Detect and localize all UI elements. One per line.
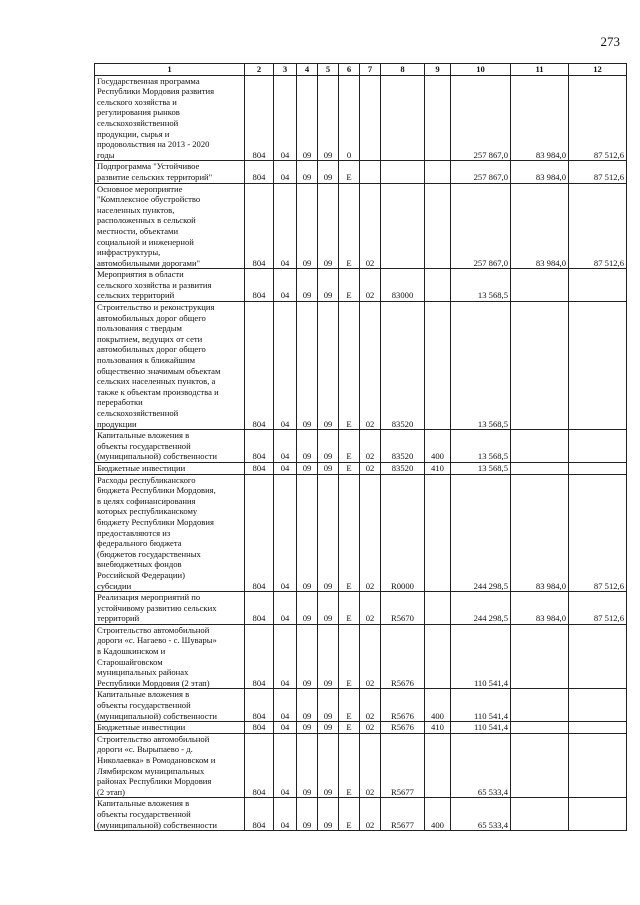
cell-amount-year1: 257 867,0 bbox=[451, 161, 511, 183]
table-row bbox=[95, 592, 627, 625]
cell-target-article bbox=[381, 161, 425, 183]
cell-amount-year2: 83 984,0 bbox=[511, 161, 569, 183]
cell-ministry-code: 804 bbox=[245, 592, 274, 625]
cell-program: 09 bbox=[318, 302, 339, 430]
cell-amount-year1: 244 298,5 bbox=[451, 592, 511, 625]
cell-amount-year2: 83 984,0 bbox=[511, 183, 569, 269]
cell-target-article: 83520 bbox=[381, 302, 425, 430]
cell-main-activity bbox=[360, 75, 381, 161]
cell-subprogram: Е bbox=[339, 462, 360, 474]
cell-amount-year3: 87 512,6 bbox=[569, 75, 627, 161]
cell-amount-year3 bbox=[569, 689, 627, 722]
cell-ministry-code: 804 bbox=[245, 161, 274, 183]
cell-amount-year1: 13 568,5 bbox=[451, 430, 511, 463]
cell-amount-year2 bbox=[511, 798, 569, 831]
cell-subsection: 09 bbox=[297, 722, 318, 734]
column-header-2: 2 bbox=[245, 64, 274, 76]
row-name: Реализация мероприятий по устойчивому развитию сельских территорий bbox=[95, 592, 245, 625]
cell-amount-year1: 65 533,4 bbox=[451, 798, 511, 831]
table-row bbox=[95, 302, 627, 430]
row-name: Государственная программа Республики Мордовия развития сельского хозяйства и регулирования рынков сельскохозяйственной продукции, сырья и продовольствия на 2013 - 2020 годы bbox=[95, 75, 245, 161]
column-header-8: 8 bbox=[381, 64, 425, 76]
cell-amount-year2 bbox=[511, 722, 569, 734]
cell-program: 09 bbox=[318, 183, 339, 269]
row-name: Бюджетные инвестиции bbox=[95, 462, 245, 474]
cell-main-activity: 02 bbox=[360, 624, 381, 689]
cell-ministry-code: 804 bbox=[245, 183, 274, 269]
cell-amount-year3 bbox=[569, 722, 627, 734]
cell-expense-type: 400 bbox=[425, 430, 451, 463]
cell-program: 09 bbox=[318, 430, 339, 463]
cell-ministry-code: 804 bbox=[245, 474, 274, 592]
cell-program: 09 bbox=[318, 462, 339, 474]
cell-section: 04 bbox=[274, 798, 297, 831]
table-row bbox=[95, 161, 627, 183]
cell-amount-year1: 13 568,5 bbox=[451, 462, 511, 474]
cell-subsection: 09 bbox=[297, 733, 318, 798]
cell-subsection: 09 bbox=[297, 183, 318, 269]
cell-subsection: 09 bbox=[297, 75, 318, 161]
cell-ministry-code: 804 bbox=[245, 624, 274, 689]
cell-main-activity: 02 bbox=[360, 430, 381, 463]
cell-amount-year2 bbox=[511, 430, 569, 463]
cell-subsection: 09 bbox=[297, 592, 318, 625]
column-header-3: 3 bbox=[274, 64, 297, 76]
cell-amount-year2: 83 984,0 bbox=[511, 474, 569, 592]
row-name: Расходы республиканского бюджета Республики Мордовия, в целях софинансирования которых республиканскому бюджету Республики Мордовия предоставляются из федерального бюджета (бюджетов государственных внебюджетных фондов Российской Федерации) субсидии bbox=[95, 474, 245, 592]
row-name: Капитальные вложения в объекты государственной (муниципальной) собственности bbox=[95, 798, 245, 831]
cell-expense-type bbox=[425, 75, 451, 161]
cell-amount-year2 bbox=[511, 624, 569, 689]
cell-amount-year2 bbox=[511, 462, 569, 474]
cell-subprogram: 0 bbox=[339, 75, 360, 161]
cell-program: 09 bbox=[318, 733, 339, 798]
cell-amount-year2: 83 984,0 bbox=[511, 592, 569, 625]
cell-main-activity: 02 bbox=[360, 733, 381, 798]
cell-amount-year1: 65 533,4 bbox=[451, 733, 511, 798]
column-header-11: 11 bbox=[511, 64, 569, 76]
cell-target-article bbox=[381, 183, 425, 269]
cell-main-activity: 02 bbox=[360, 722, 381, 734]
cell-subprogram: Е bbox=[339, 430, 360, 463]
cell-program: 09 bbox=[318, 75, 339, 161]
cell-section: 04 bbox=[274, 592, 297, 625]
cell-program: 09 bbox=[318, 722, 339, 734]
cell-subprogram: Е bbox=[339, 183, 360, 269]
table-row bbox=[95, 624, 627, 689]
row-name: Капитальные вложения в объекты государственной (муниципальной) собственности bbox=[95, 689, 245, 722]
cell-main-activity: 02 bbox=[360, 462, 381, 474]
cell-amount-year2: 83 984,0 bbox=[511, 75, 569, 161]
cell-expense-type bbox=[425, 183, 451, 269]
cell-expense-type: 400 bbox=[425, 798, 451, 831]
table-row bbox=[95, 430, 627, 463]
row-name: Строительство и реконструкция автомобильных дорог общего пользования с твердым покрытием, ведущих от сети автомобильных дорог общего пользования к ближайшим общественно значимым объектам сельских населенных пунктов, а также к объектам производства и переработки сельскохозяйственной продукции bbox=[95, 302, 245, 430]
cell-amount-year2 bbox=[511, 269, 569, 302]
cell-expense-type bbox=[425, 474, 451, 592]
cell-amount-year3 bbox=[569, 302, 627, 430]
cell-amount-year3 bbox=[569, 430, 627, 463]
cell-section: 04 bbox=[274, 302, 297, 430]
cell-main-activity: 02 bbox=[360, 592, 381, 625]
cell-subprogram: Е bbox=[339, 592, 360, 625]
table-row bbox=[95, 75, 627, 161]
cell-amount-year2 bbox=[511, 689, 569, 722]
cell-expense-type bbox=[425, 269, 451, 302]
cell-program: 09 bbox=[318, 798, 339, 831]
cell-program: 09 bbox=[318, 269, 339, 302]
cell-expense-type bbox=[425, 592, 451, 625]
cell-target-article: R5670 bbox=[381, 592, 425, 625]
cell-amount-year3: 87 512,6 bbox=[569, 161, 627, 183]
cell-section: 04 bbox=[274, 161, 297, 183]
cell-main-activity bbox=[360, 161, 381, 183]
cell-section: 04 bbox=[274, 733, 297, 798]
cell-subsection: 09 bbox=[297, 462, 318, 474]
column-header-5: 5 bbox=[318, 64, 339, 76]
cell-ministry-code: 804 bbox=[245, 722, 274, 734]
row-name: Мероприятия в области сельского хозяйства и развития сельских территорий bbox=[95, 269, 245, 302]
cell-subprogram: Е bbox=[339, 733, 360, 798]
cell-expense-type bbox=[425, 161, 451, 183]
cell-section: 04 bbox=[274, 624, 297, 689]
cell-program: 09 bbox=[318, 474, 339, 592]
cell-amount-year3: 87 512,6 bbox=[569, 183, 627, 269]
table-row bbox=[95, 183, 627, 269]
cell-subprogram: Е bbox=[339, 161, 360, 183]
cell-amount-year1: 13 568,5 bbox=[451, 269, 511, 302]
column-header-4: 4 bbox=[297, 64, 318, 76]
cell-target-article: 83520 bbox=[381, 462, 425, 474]
cell-expense-type: 410 bbox=[425, 722, 451, 734]
cell-target-article: 83000 bbox=[381, 269, 425, 302]
cell-subsection: 09 bbox=[297, 302, 318, 430]
cell-target-article: 83520 bbox=[381, 430, 425, 463]
cell-section: 04 bbox=[274, 430, 297, 463]
cell-amount-year3: 87 512,6 bbox=[569, 474, 627, 592]
cell-expense-type bbox=[425, 302, 451, 430]
cell-program: 09 bbox=[318, 161, 339, 183]
cell-amount-year3: 87 512,6 bbox=[569, 592, 627, 625]
cell-subprogram: Е bbox=[339, 798, 360, 831]
column-header-7: 7 bbox=[360, 64, 381, 76]
cell-program: 09 bbox=[318, 592, 339, 625]
cell-expense-type bbox=[425, 733, 451, 798]
cell-ministry-code: 804 bbox=[245, 302, 274, 430]
cell-subsection: 09 bbox=[297, 689, 318, 722]
column-header-10: 10 bbox=[451, 64, 511, 76]
cell-section: 04 bbox=[274, 474, 297, 592]
cell-subsection: 09 bbox=[297, 798, 318, 831]
cell-ministry-code: 804 bbox=[245, 462, 274, 474]
cell-main-activity: 02 bbox=[360, 474, 381, 592]
cell-amount-year3 bbox=[569, 733, 627, 798]
cell-section: 04 bbox=[274, 75, 297, 161]
cell-amount-year3 bbox=[569, 624, 627, 689]
cell-target-article: R5676 bbox=[381, 722, 425, 734]
cell-amount-year1: 110 541,4 bbox=[451, 722, 511, 734]
cell-target-article: R5677 bbox=[381, 733, 425, 798]
table-row bbox=[95, 269, 627, 302]
cell-main-activity: 02 bbox=[360, 183, 381, 269]
cell-amount-year2 bbox=[511, 733, 569, 798]
cell-expense-type bbox=[425, 624, 451, 689]
column-header-12: 12 bbox=[569, 64, 627, 76]
cell-subsection: 09 bbox=[297, 269, 318, 302]
cell-ministry-code: 804 bbox=[245, 269, 274, 302]
cell-section: 04 bbox=[274, 269, 297, 302]
cell-target-article: R0000 bbox=[381, 474, 425, 592]
table-row bbox=[95, 722, 627, 734]
table-row bbox=[95, 462, 627, 474]
row-name: Строительство автомобильной дороги «с. Нагаево - с. Шувары» в Кадошкинском и Старошайговском муниципальных районах Республики Мордовия (2 этап) bbox=[95, 624, 245, 689]
cell-amount-year3 bbox=[569, 462, 627, 474]
column-header-6: 6 bbox=[339, 64, 360, 76]
column-header-9: 9 bbox=[425, 64, 451, 76]
cell-program: 09 bbox=[318, 624, 339, 689]
cell-amount-year1: 244 298,5 bbox=[451, 474, 511, 592]
cell-amount-year1: 13 568,5 bbox=[451, 302, 511, 430]
cell-ministry-code: 804 bbox=[245, 689, 274, 722]
cell-target-article: R5676 bbox=[381, 689, 425, 722]
table-row bbox=[95, 474, 627, 592]
cell-subprogram: Е bbox=[339, 474, 360, 592]
cell-target-article bbox=[381, 75, 425, 161]
cell-main-activity: 02 bbox=[360, 269, 381, 302]
cell-amount-year2 bbox=[511, 302, 569, 430]
cell-subsection: 09 bbox=[297, 430, 318, 463]
cell-subsection: 09 bbox=[297, 624, 318, 689]
cell-subsection: 09 bbox=[297, 161, 318, 183]
cell-ministry-code: 804 bbox=[245, 733, 274, 798]
cell-section: 04 bbox=[274, 462, 297, 474]
cell-amount-year3 bbox=[569, 798, 627, 831]
table-row bbox=[95, 689, 627, 722]
cell-section: 04 bbox=[274, 183, 297, 269]
cell-amount-year1: 257 867,0 bbox=[451, 75, 511, 161]
cell-subprogram: Е bbox=[339, 269, 360, 302]
cell-subprogram: Е bbox=[339, 722, 360, 734]
cell-amount-year1: 257 867,0 bbox=[451, 183, 511, 269]
cell-main-activity: 02 bbox=[360, 798, 381, 831]
row-name: Основное мероприятие "Комплексное обустройство населенных пунктов, расположенных в сельской местности, объектами социальной и инженерной инфраструктуры, автомобильными дорогами" bbox=[95, 183, 245, 269]
cell-subprogram: Е bbox=[339, 624, 360, 689]
cell-ministry-code: 804 bbox=[245, 430, 274, 463]
column-header-1: 1 bbox=[95, 64, 245, 76]
row-name: Строительство автомобильной дороги «с. Вырыпаево - д. Николаевка» в Ромодановском и Лямбирском муниципальных районах Республики Мордовия (2 этап) bbox=[95, 733, 245, 798]
cell-subprogram: Е bbox=[339, 302, 360, 430]
cell-expense-type: 400 bbox=[425, 689, 451, 722]
cell-subprogram: Е bbox=[339, 689, 360, 722]
cell-section: 04 bbox=[274, 722, 297, 734]
budget-table bbox=[94, 63, 627, 831]
cell-program: 09 bbox=[318, 689, 339, 722]
cell-target-article: R5676 bbox=[381, 624, 425, 689]
cell-amount-year1: 110 541,4 bbox=[451, 624, 511, 689]
page-number: 273 bbox=[600, 34, 620, 49]
cell-target-article: R5677 bbox=[381, 798, 425, 831]
cell-subsection: 09 bbox=[297, 474, 318, 592]
row-name: Капитальные вложения в объекты государственной (муниципальной) собственности bbox=[95, 430, 245, 463]
cell-section: 04 bbox=[274, 689, 297, 722]
table-row bbox=[95, 798, 627, 831]
header-row bbox=[95, 64, 627, 76]
cell-amount-year1: 110 541,4 bbox=[451, 689, 511, 722]
cell-ministry-code: 804 bbox=[245, 75, 274, 161]
table-row bbox=[95, 733, 627, 798]
cell-main-activity: 02 bbox=[360, 689, 381, 722]
cell-amount-year3 bbox=[569, 269, 627, 302]
row-name: Бюджетные инвестиции bbox=[95, 722, 245, 734]
row-name: Подпрограмма "Устойчивое развитие сельских территорий" bbox=[95, 161, 245, 183]
cell-expense-type: 410 bbox=[425, 462, 451, 474]
cell-main-activity: 02 bbox=[360, 302, 381, 430]
cell-ministry-code: 804 bbox=[245, 798, 274, 831]
